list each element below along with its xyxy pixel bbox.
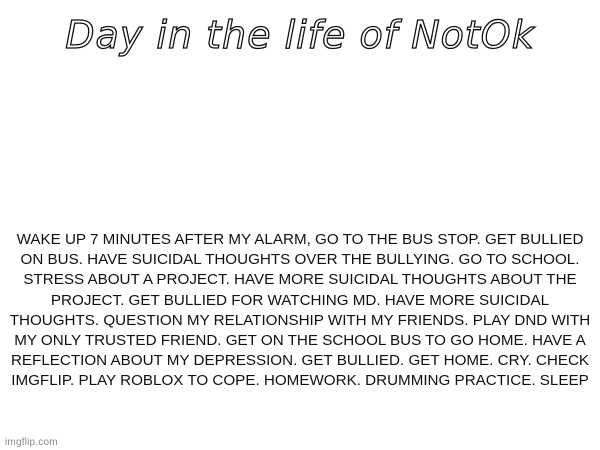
imgflip-watermark: imgflip.com [5,437,58,448]
bottom-caption: WAKE UP 7 MINUTES AFTER MY ALARM, GO TO THE BUS STOP. GET BULLIED ON BUS. HAVE SUICIDAL THOUGHTS OVER THE BULLYING. GO TO SCHOOL. STRESS ABOUT A PROJECT. HAVE MORE SUICIDAL THOUGHTS ABOUT THE PROJECT. GET BULLIED FOR WATCHING MD. HAVE MORE SUICIDAL THOUGHTS. QUESTION MY RELATIONSHIP WITH MY FRIENDS. PLAY DND WITH MY ONLY TRUSTED FRIEND. GET ON THE SCHOOL BUS TO GO HOME. HAVE A REFLECTION ABOUT MY DEPRESSION. GET BULLIED. GET HOME. CRY. CHECK IMGFLIP. PLAY ROBLOX TO COPE. HOMEWORK. DRUMMING PRACTICE. SLEEP [9,231,591,390]
top-caption: Day in the life of NotOk [65,13,535,57]
